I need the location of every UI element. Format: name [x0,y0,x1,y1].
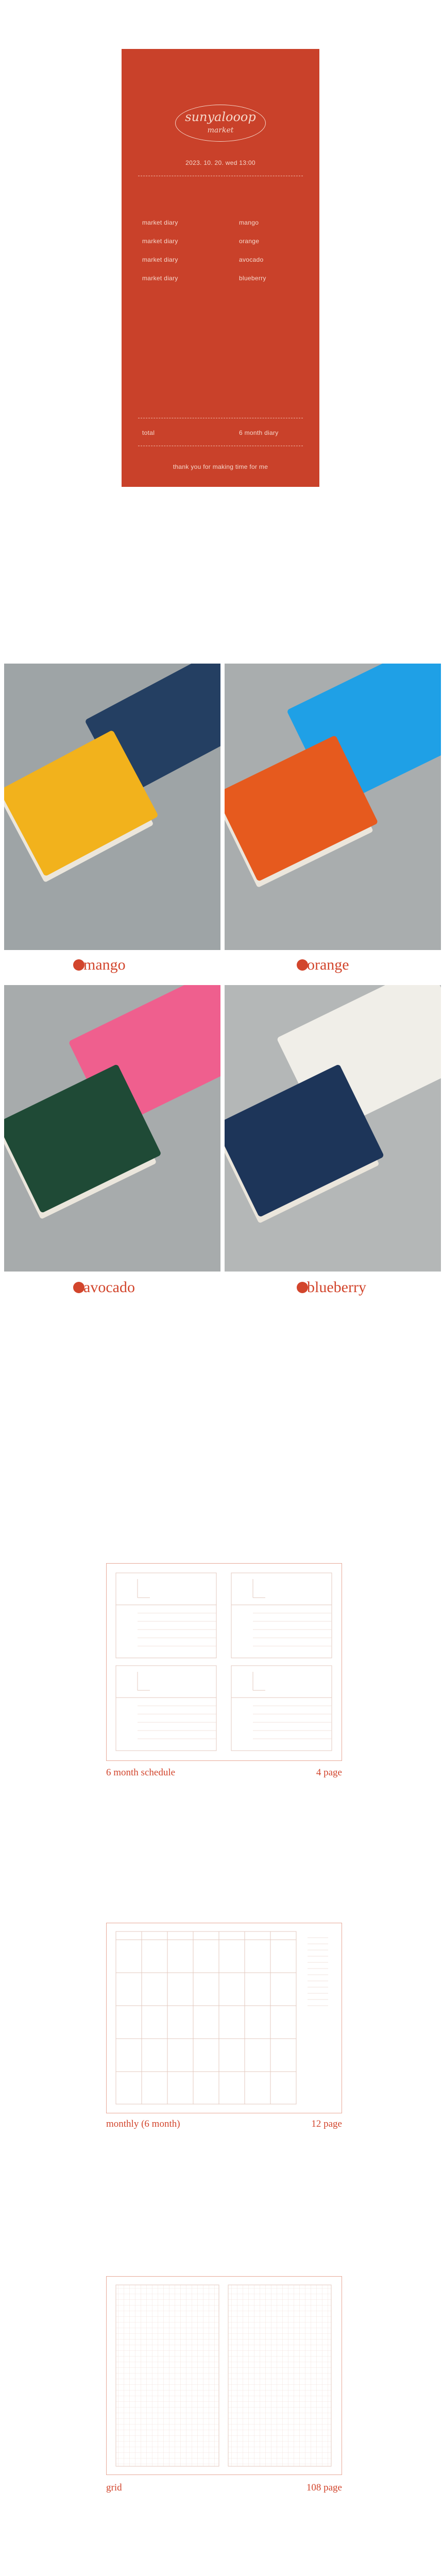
variant-label-avocado: avocado [83,1279,135,1296]
receipt-date: 2023. 10. 20. wed 13:00 [185,159,255,166]
receipt-total-value: 6 month diary [239,429,279,436]
photo-blueberry [225,985,441,1272]
photo-mango [4,664,220,950]
photo-orange [225,664,441,950]
color-dot [297,1282,308,1293]
receipt-item-flavor: avocado [239,256,264,263]
layout-name: monthly (6 month) [106,2119,180,2129]
layout-pages: 4 page [316,1767,342,1778]
variant-label-orange: orange [307,956,349,973]
dot-grid [107,2277,341,2474]
color-dot [73,1282,84,1293]
receipt-item-name: market diary [142,275,178,282]
layout-monthly-preview [106,1923,342,2113]
layout-pages: 108 page [306,2482,342,2493]
receipt-item-name: market diary [142,238,178,245]
variant-label-blueberry: blueberry [307,1279,366,1296]
receipt-item-flavor: blueberry [239,275,266,282]
receipt-item-flavor: orange [239,238,260,245]
receipt-thanks: thank you for making time for me [173,463,268,470]
monthly-grid [107,1923,341,2112]
photo-avocado [4,985,220,1272]
variant-label-mango: mango [83,956,126,973]
layout-name: 6 month schedule [106,1767,176,1778]
logo-subtitle: market [207,126,234,134]
receipt-item-name: market diary [142,256,178,263]
receipt-item-flavor: mango [239,219,259,226]
receipt-item-name: market diary [142,219,178,226]
receipt-total-label: total [142,429,155,436]
logo-wordmark: sunyalooop [185,110,256,124]
color-dot [73,959,84,971]
layout-pages: 12 page [311,2119,342,2129]
schedule-grid [107,1564,341,1760]
color-dot [297,959,308,971]
layout-name: grid [106,2482,122,2493]
receipt-card [122,49,319,487]
layout-schedule-preview [106,1563,342,1761]
layout-grid-preview [106,2276,342,2475]
